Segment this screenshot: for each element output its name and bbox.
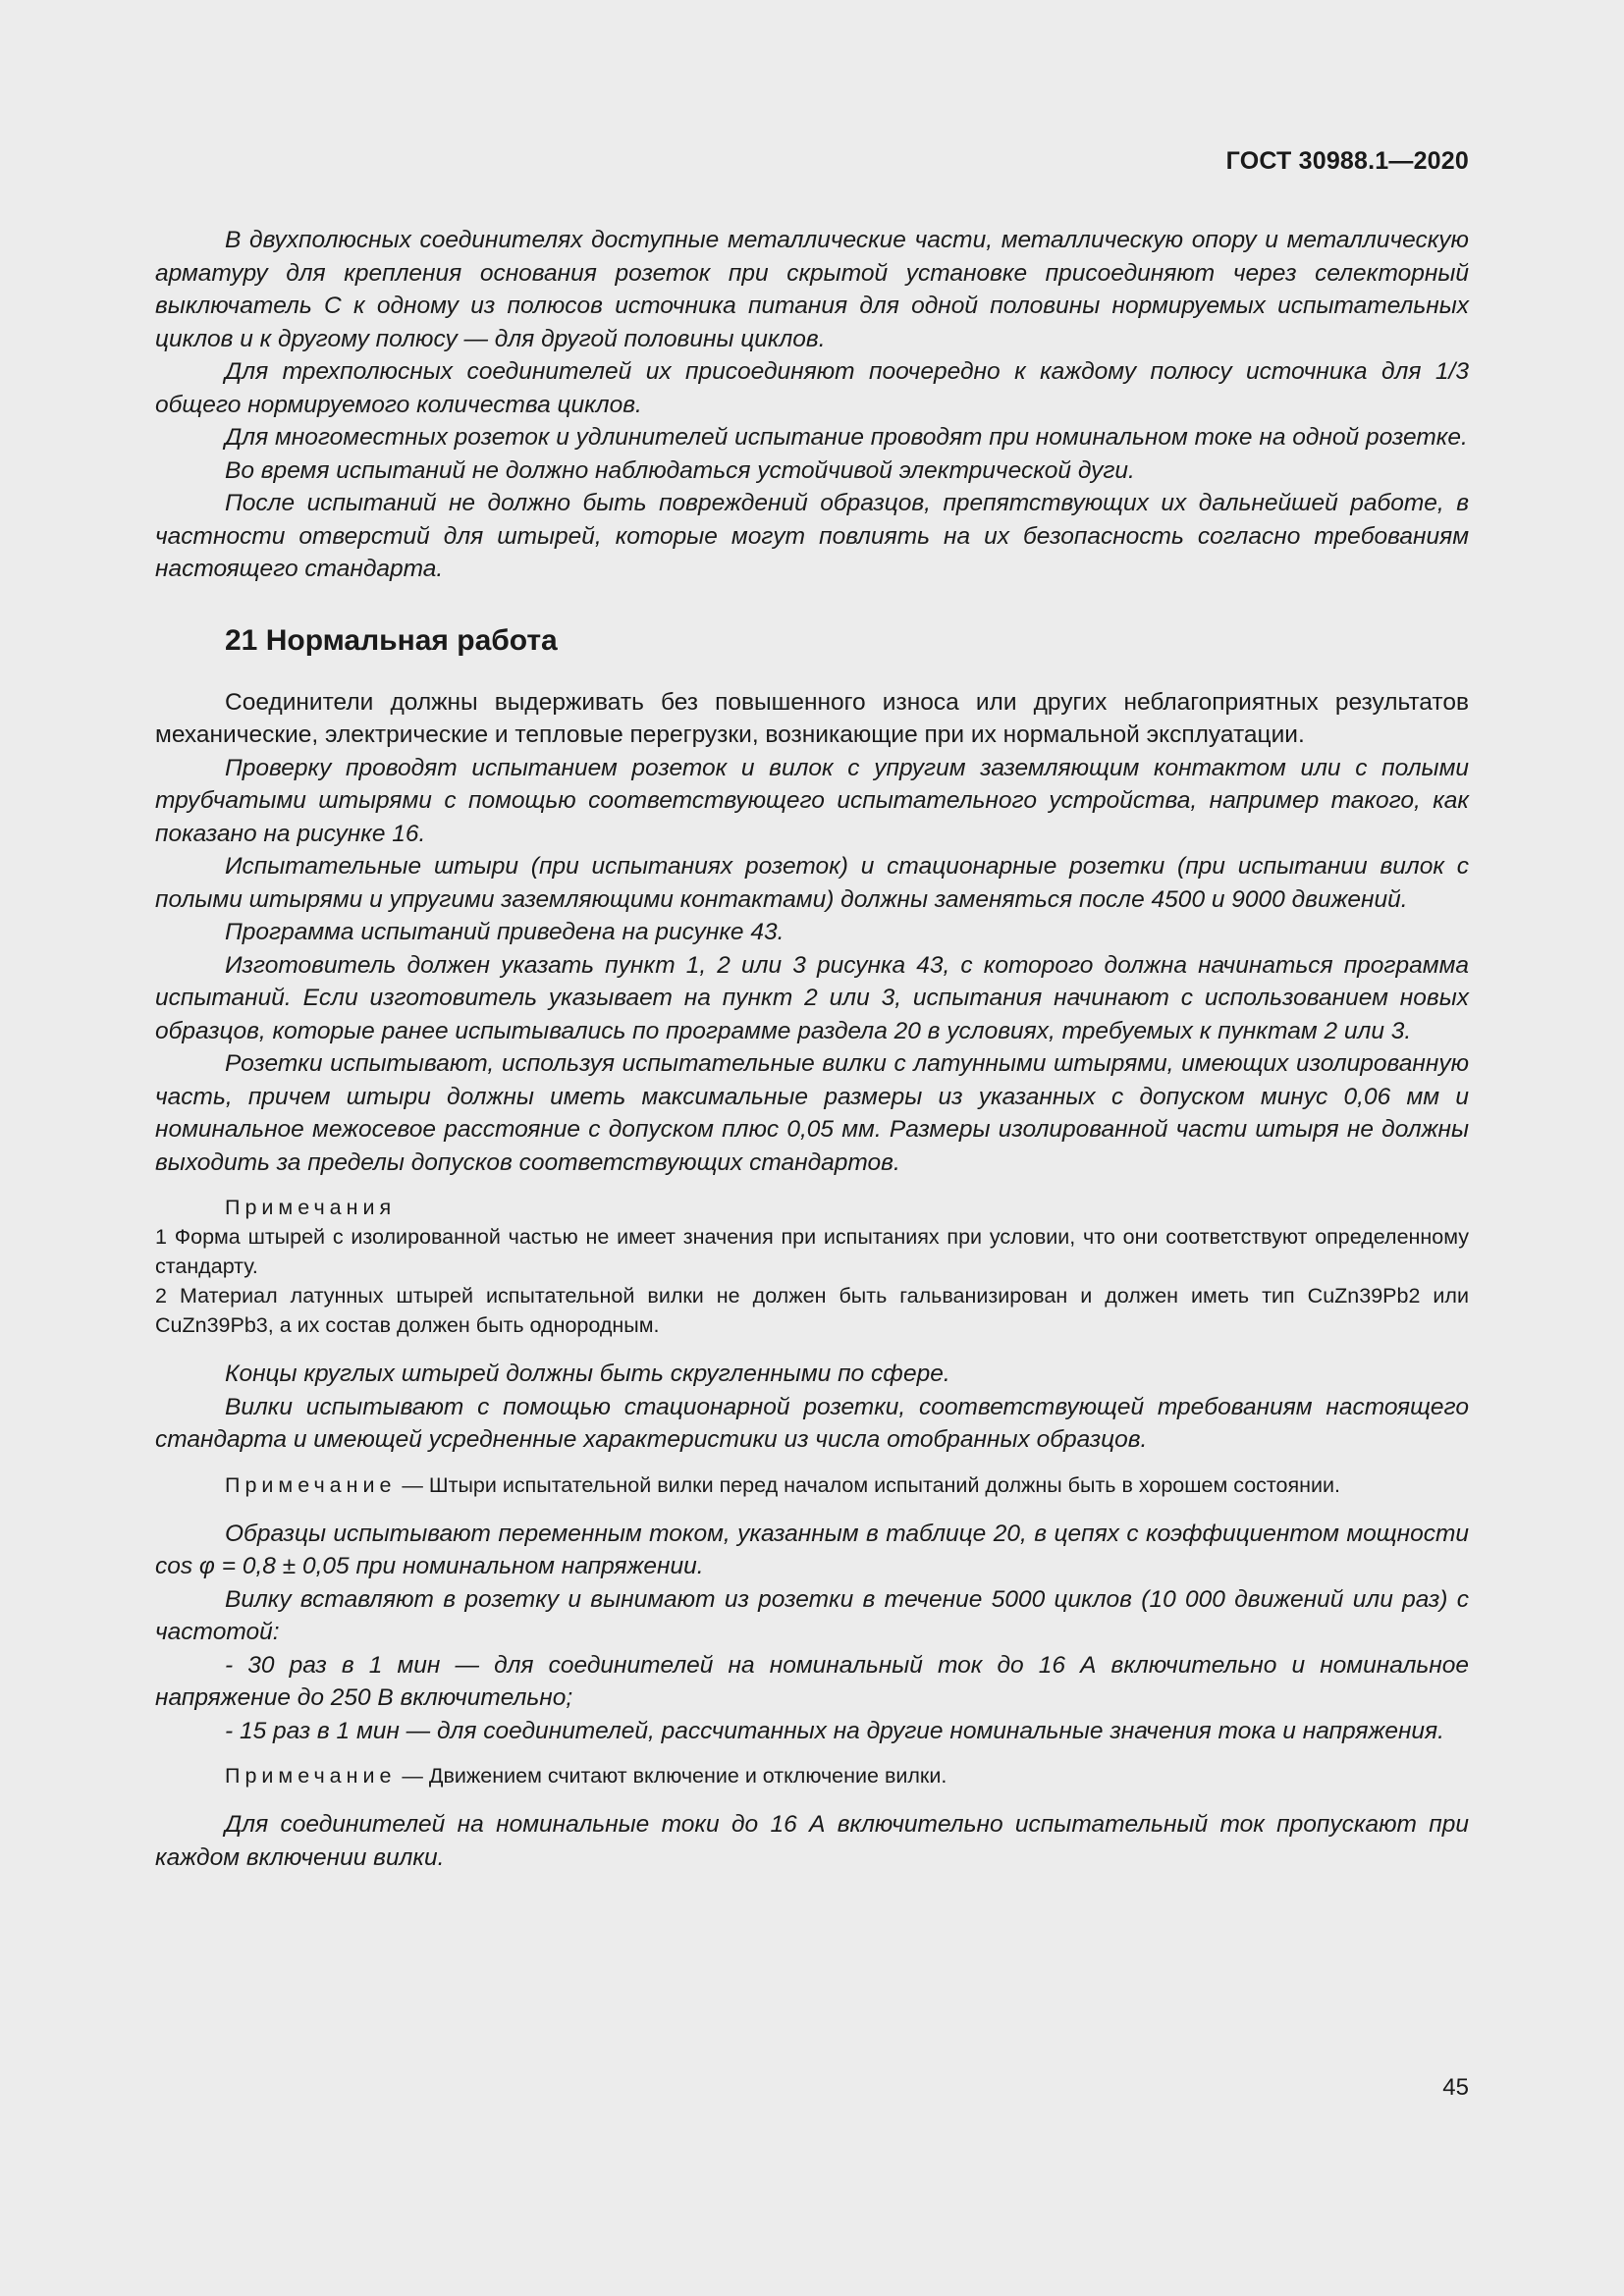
note-block [155,1761,1469,1790]
note-block [155,1470,1469,1500]
paragraph: В двухполюсных соединителях доступные металлические части, металлическую опору и металлическую арматуру для крепления основания розеток при скрытой установке присоединяют через селекторный выключатель С к одному из полюсов источника питания для одной половины нормируемых испытательных циклов и к другому полюсу — для другой половины циклов. [155,227,1469,352]
paragraph: Соединители должны выдерживать без повышенного износа или других неблагоприятных результатов механические, электрические и тепловые перегрузки, возникающие при их нормальной эксплуатации. [155,688,1469,748]
notes-title: Примечания [225,1196,397,1219]
list-item: - 15 раз в 1 мин — для соединителей, рассчитанных на другие номинальные значения тока и напряжения. [225,1717,1444,1744]
page-content [155,224,1469,1874]
paragraph: Для трехполюсных соединителей их присоединяют поочередно к каждому полюсу источника для 1/3 общего нормируемого количества циклов. [155,358,1469,418]
paragraph: Испытательные штыри (при испытаниях розеток) и стационарные розетки (при испытании вилок с полыми штырями и упругими заземляющими контактами) должны заменяться после 4500 и 9000 движений. [155,853,1469,913]
paragraph: Изготовитель должен указать пункт 1, 2 или 3 рисунка 43, с которого должна начинаться программа испытаний. Если изготовитель указывает на пункт 2 или 3, испытания начинают с использованием новых образцов, которые ранее испытывались по программе раздела 20 в условиях, требуемых к пунктам 2 или 3. [155,951,1469,1044]
note-text: — Движением считают включение и отключение вилки. [396,1764,947,1788]
note-line [155,1761,1469,1790]
paragraph: Проверку проводят испытанием розеток и вилок с упругим заземляющим контактом или с полыми трубчатыми штырями с помощью соответствующего испытательного устройства, например такого, как показано на рисунке 16. [155,754,1469,847]
section-heading: 21 Нормальная работа [225,623,558,657]
paragraph: Для соединителей на номинальные токи до 16 А включительно испытательный ток пропускают при каждом включении вилки. [155,1811,1469,1871]
paragraph: Концы круглых штырей должны быть скругленными по сфере. [225,1361,950,1387]
paragraph: После испытаний не должно быть повреждений образцов, препятствующих их дальнейшей работе, в частности отверстий для штырей, которые могут повлиять на их безопасность согласно требованиям настоящего стандарта. [155,490,1469,582]
paragraph: Во время испытаний не должно наблюдаться устойчивой электрической дуги. [225,456,1135,484]
paragraph: Образцы испытывают переменным током, указанным в таблице 20, в цепях с коэффициентом мощности cos φ = 0,8 ± 0,05 при номинальном напряжении. [155,1520,1469,1579]
page-number: 45 [1442,2074,1469,2101]
note-label: Примечание [225,1472,397,1497]
notes-block [155,1193,1469,1340]
paragraph: Розетки испытывают, используя испытательные вилки с латунными штырями, имеющих изолированную часть, причем штыри должны иметь максимальные размеры из указанных с допуском минус 0,06 мм и номинальное межосевое расстояние с допуском плюс 0,05 мм. Размеры изолированной части штыря не должны выходить за пределы допусков соответствующих стандартов. [155,1050,1469,1176]
note-text: — Штыри испытательной вилки перед началом испытаний должны быть в хорошем состоянии. [396,1472,1340,1497]
paragraph: Вилку вставляют в розетку и вынимают из розетки в течение 5000 циклов (10 000 движений или раз) с частотой: [155,1585,1469,1645]
paragraph: Для многоместных розеток и удлинителей испытание проводят при номинальном токе на одной розетке. [225,424,1468,451]
note-item: 2 Материал латунных штырей испытательной вилки не должен быть гальванизирован и должен иметь тип CuZn39Pb2 или CuZn39Pb3, а их состав должен быть однородным. [155,1284,1469,1337]
document-code-header: ГОСТ 30988.1—2020 [1225,147,1469,175]
note-line [155,1470,1469,1500]
note-label: Примечание [225,1764,397,1788]
list-item: - 30 раз в 1 мин — для соединителей на номинальный ток до 16 А включительно и номинальное напряжение до 250 В включительно; [155,1651,1469,1711]
note-item: 1 Форма штырей с изолированной частью не имеет значения при испытаниях при условии, что они соответствуют определенному стандарту. [155,1225,1469,1278]
paragraph: Вилки испытывают с помощью стационарной розетки, соответствующей требованиям настоящего стандарта и имеющей усредненные характеристики из числа отобранных образцов. [155,1393,1469,1453]
paragraph: Программа испытаний приведена на рисунке 43. [225,919,785,945]
